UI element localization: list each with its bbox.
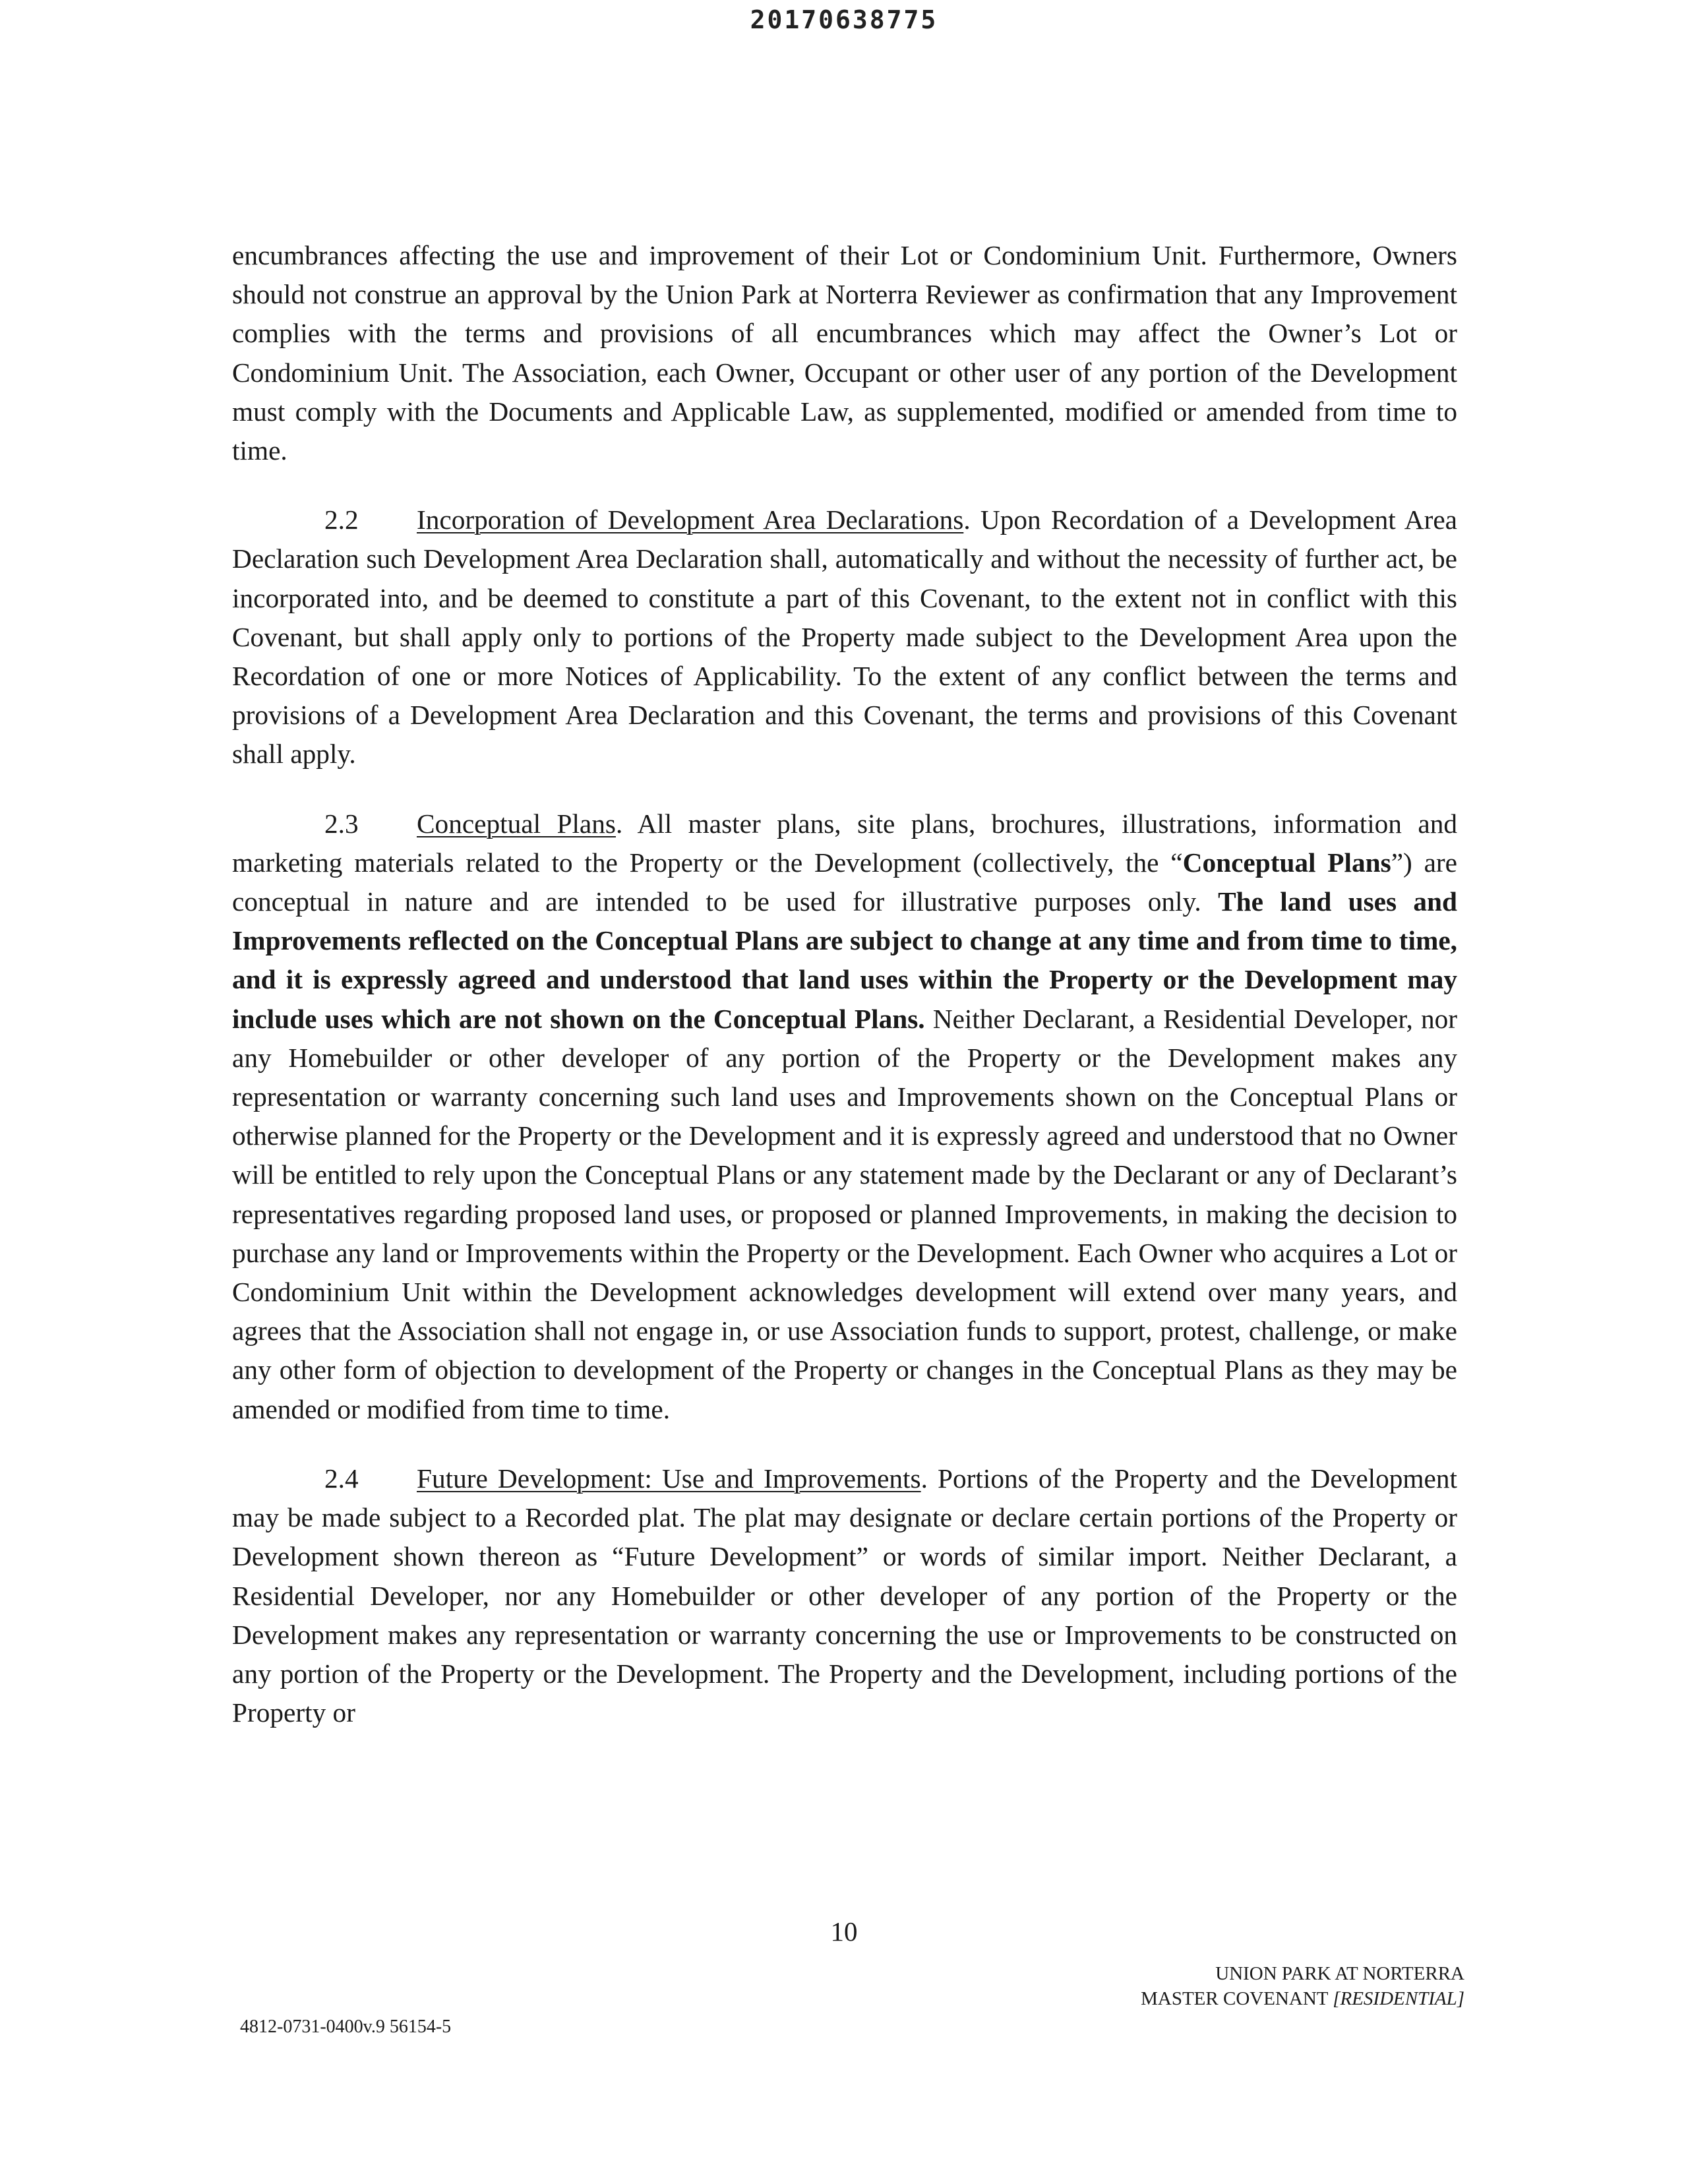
section-text: Upon Recordation of a Development Area Declaration such Development Area Declaration shall, automatically and without the necessity of further act, be incorporated into, and be deemed to constitute a part of this Covenant, to the extent not in conflict with this Covenant, but shall apply only to portions of the Property made subject to the Development Area upon the Recordation of one or more Notices of Applicability. To the extent of any conflict between the terms and provisions of a Development Area Declaration and this Covenant, the terms and provisions of this Covenant shall apply.: [232, 504, 1457, 770]
footer-document-title: [1141, 1961, 1464, 2011]
section-number: 2.4: [324, 1463, 359, 1494]
page-number: 10: [830, 1916, 858, 1947]
document-number: 20170638775: [750, 5, 938, 34]
section-title: Incorporation of Development Area Declarations: [417, 504, 964, 535]
section-title-period: .: [963, 504, 971, 535]
document-body: [232, 236, 1457, 1732]
section-text: ”) are conceptual in nature and are intended to be used for illustrative purposes only.: [232, 847, 1457, 917]
section-text: All master plans, site plans, brochures, illustrations, information and marketing materials related to the Property or the Development (collectively, the “: [232, 808, 1457, 878]
section-title-period: .: [615, 808, 623, 839]
section-title: Conceptual Plans: [417, 808, 616, 839]
section-text: Portions of the Property and the Development may be made subject to a Recorded plat. The plat may designate or declare certain portions of the Property or Development shown thereon as “Future Development” or words of similar import. Neither Declarant, a Residential Developer, nor any Homebuilder or other developer of any portion of the Property or the Development makes any representation or warranty concerning the use or Improvements to be constructed on any portion of the Property or the Development. The Property and the Development, including portions of the Property or: [232, 1463, 1458, 1728]
intro-paragraph: encumbrances affecting the use and improvement of their Lot or Condominium Unit. Furthermore, Owners should not construe an approval by the Union Park at Norterra Reviewer as confirmation that any Improvement complies with the terms and provisions of all encumbrances which may affect the Owner’s Lot or Condominium Unit. The Association, each Owner, Occupant or other user of any portion of the Development must comply with the Documents and Applicable Law, as supplemented, modified or amended from time to time.: [232, 240, 1457, 466]
footer-title-line-2: MASTER COVENANT [RESIDENTIAL]: [1141, 1988, 1464, 2009]
section-2-3: [232, 804, 1457, 1429]
bold-disclaimer: The land uses and Improvements reflected on the Conceptual Plans are subject to change at any time and from time to time, and it is expressly agreed and understood that land uses within the Property or the Development may include uses which are not shown on the Conceptual Plans.: [232, 886, 1457, 1034]
section-number: 2.2: [324, 504, 359, 535]
section-title: Future Development: Use and Improvements: [417, 1463, 921, 1494]
footer-doc-id: 4812-0731-0400v.9 56154-5: [240, 2017, 452, 2037]
footer-title-line-1: UNION PARK AT NORTERRA: [1215, 1963, 1464, 1984]
section-number: 2.3: [324, 808, 359, 839]
section-title-period: .: [920, 1463, 928, 1494]
defined-term: Conceptual Plans: [1182, 847, 1391, 878]
section-text: Neither Declarant, a Residential Developer, nor any Homebuilder or other developer of any portion of the Property or the Development makes any representation or warranty concerning such land uses and Improvements shown on the Conceptual Plans or otherwise planned for the Property or the Development and it is expressly agreed and understood that no Owner will be entitled to rely upon the Conceptual Plans or any statement made by the Declarant or any of Declarant’s representatives regarding proposed land uses, or proposed or planned Improvements, in making the decision to purchase any land or Improvements within the Property or the Development. Each Owner who acquires a Lot or Condominium Unit within the Development acknowledges development will extend over many years, and agrees that the Association shall not engage in, or use Association funds to support, protest, challenge, or make any other form of objection to development of the Property or changes in the Conceptual Plans as they may be amended or modified from time to time.: [232, 1003, 1457, 1424]
section-2-4: [232, 1459, 1457, 1732]
section-2-2: [232, 501, 1457, 774]
